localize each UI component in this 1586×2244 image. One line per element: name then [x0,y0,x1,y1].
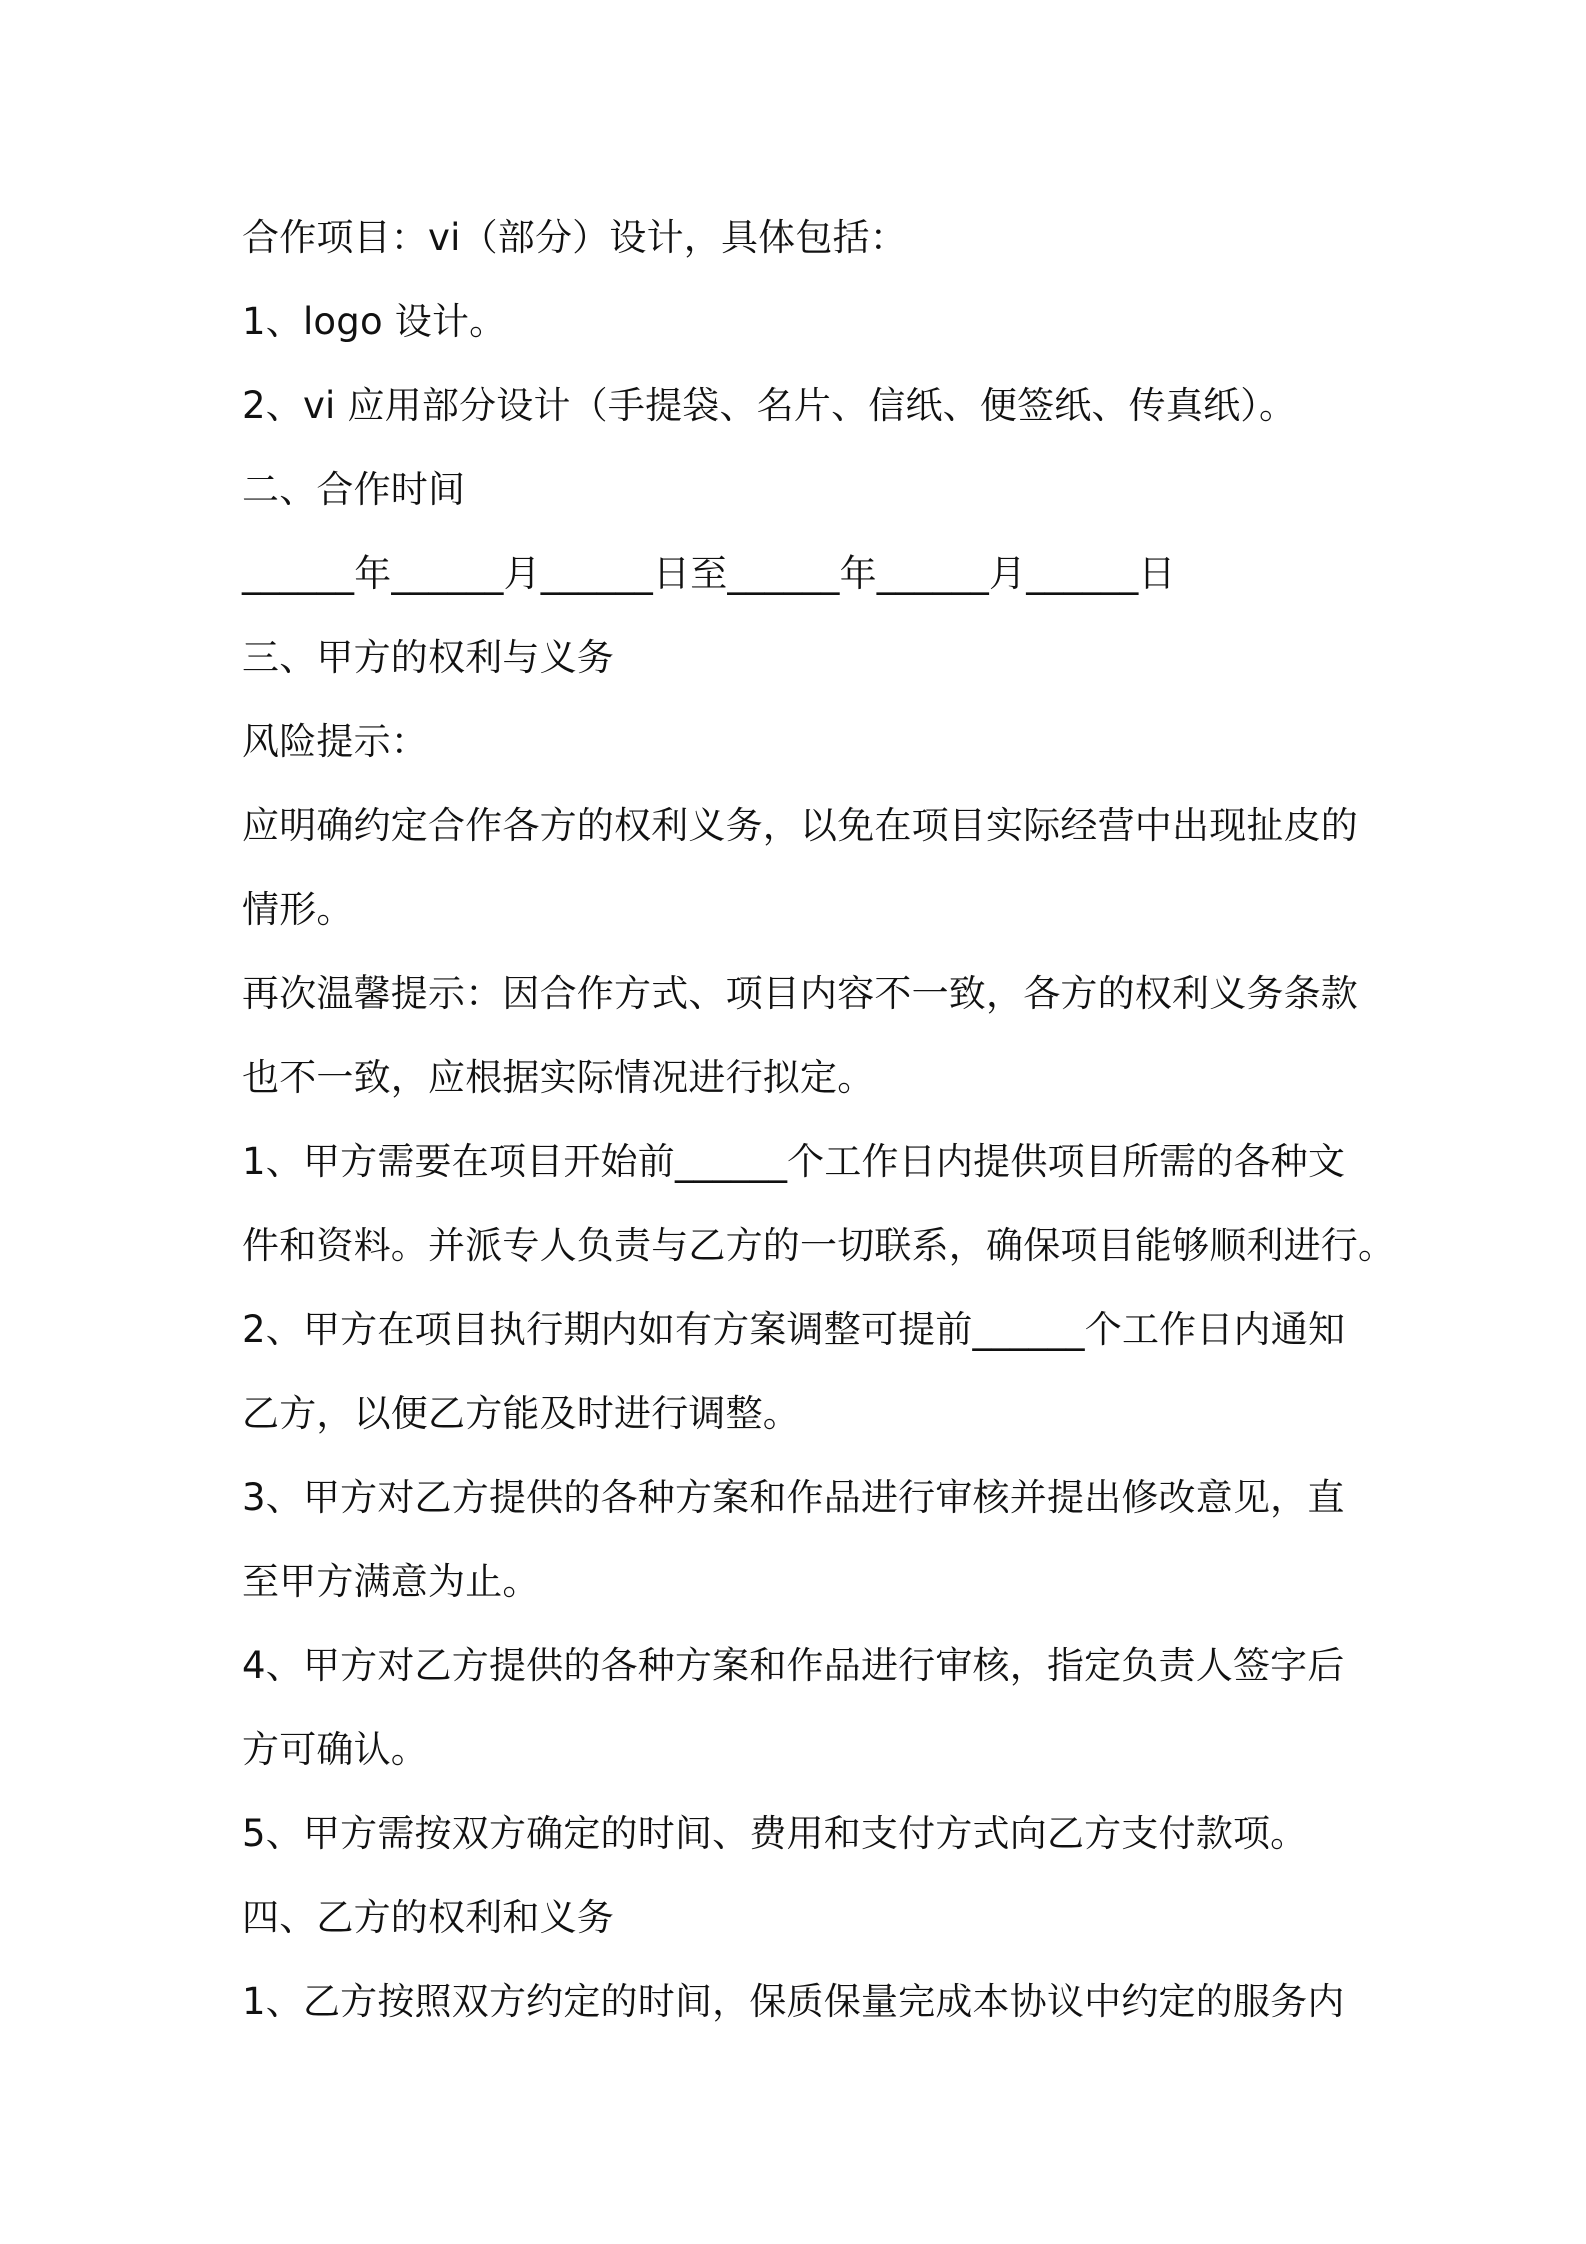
line-party-a-item-5: 5、甲方需按双方确定的时间、费用和支付方式向乙方支付款项。 [242,1812,1308,1855]
line-party-a-item-4a: 4、甲方对乙方提供的各种方案和作品进行审核，指定负责人签字后 [242,1644,1345,1687]
line-date-range: ______年______月______日至______年______月______日 [242,552,1176,595]
line-party-a-item-3a: 3、甲方对乙方提供的各种方案和作品进行审核并提出修改意见，直 [242,1476,1345,1519]
line-party-a-item-4b: 方可确认。 [242,1728,428,1771]
line-vi-application: 2、vi 应用部分设计（手提袋、名片、信纸、便签纸、传真纸）。 [242,384,1297,427]
line-party-a-item-3b: 至甲方满意为止。 [242,1560,540,1603]
document-body [242,196,1396,2044]
line-party-a-item-1b: 件和资料。并派专人负责与乙方的一切联系，确保项目能够顺利进行。 [242,1224,1396,1267]
heading-cooperation-time: 二、合作时间 [242,468,466,511]
line-reminder-2: 也不一致，应根据实际情况进行拟定。 [242,1056,875,1099]
line-party-a-item-2b: 乙方，以便乙方能及时进行调整。 [242,1392,800,1435]
line-party-b-item-1: 1、乙方按照双方约定的时间，保质保量完成本协议中约定的服务内 [242,1980,1345,2023]
line-risk-tip-text-1: 应明确约定合作各方的权利义务，以免在项目实际经营中出现扯皮的 [242,804,1358,847]
line-risk-tip-text-2: 情形。 [242,888,354,931]
line-party-a-item-1a: 1、甲方需要在项目开始前______个工作日内提供项目所需的各种文 [242,1140,1346,1183]
line-party-a-item-2a: 2、甲方在项目执行期内如有方案调整可提前______个工作日内通知 [242,1308,1346,1351]
line-risk-tip-label: 风险提示： [242,720,428,763]
heading-party-b-rights: 四、乙方的权利和义务 [242,1896,614,1939]
line-logo-design: 1、logo 设计。 [242,300,507,343]
line-cooperation-project: 合作项目：vi（部分）设计，具体包括： [242,216,907,259]
line-reminder-1: 再次温馨提示：因合作方式、项目内容不一致，各方的权利义务条款 [242,972,1358,1015]
heading-party-a-rights: 三、甲方的权利与义务 [242,636,614,679]
